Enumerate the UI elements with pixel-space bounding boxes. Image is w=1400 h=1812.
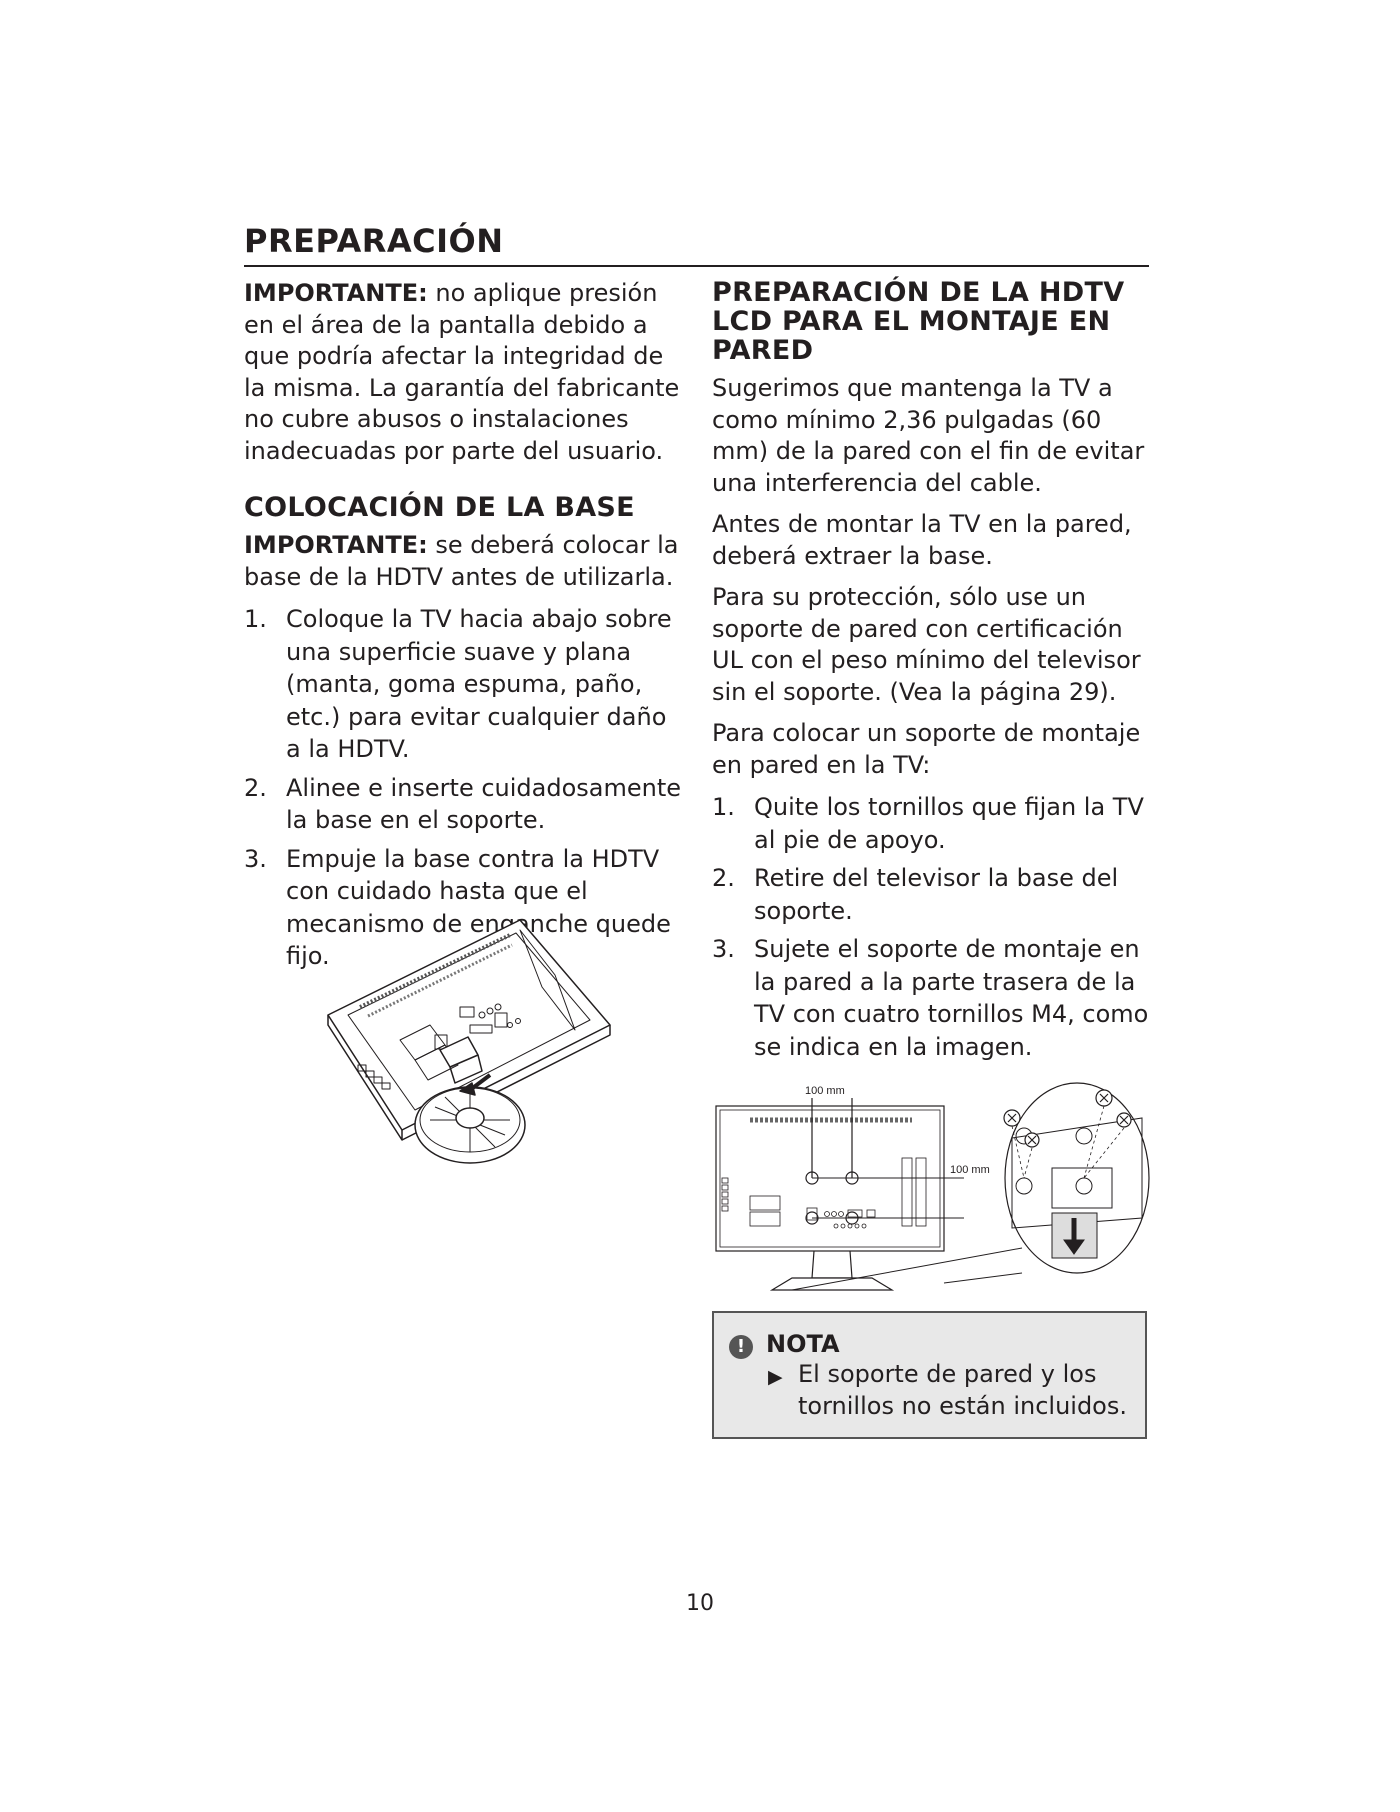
mount-intro-paragraph: Para colocar un soporte de montaje en pared en la TV: xyxy=(712,719,1141,779)
step-text: Alinee e inserte cuidadosamente la base en el soporte. xyxy=(286,773,682,834)
step-number: 3. xyxy=(712,935,735,963)
step-text: Sujete el soporte de montaje en la pared a la parte trasera de la TV con cuatro tornillos M4, como se indica en la imagen. xyxy=(754,935,1149,1061)
base-important-paragraph xyxy=(244,530,684,593)
note-text: El soporte de pared y los tornillos no están incluidos. xyxy=(798,1360,1127,1420)
note-box xyxy=(712,1311,1147,1439)
page-number: 10 xyxy=(686,1591,714,1616)
triangle-bullet-icon: ▶ xyxy=(768,1366,783,1388)
note-title: NOTA xyxy=(766,1330,840,1358)
exclamation-icon: ! xyxy=(729,1335,753,1359)
remove-base-paragraph: Antes de montar la TV en la pared, deberá extraer la base. xyxy=(712,510,1132,570)
step-number: 1. xyxy=(244,605,267,633)
stand-attachment-illustration xyxy=(320,915,620,1185)
step-number: 3. xyxy=(244,844,267,873)
wall-mount-steps-list xyxy=(712,791,1152,1063)
step-text: Empuje la base contra la HDTV con cuidado hasta que el mecanismo de enganche quede fijo. xyxy=(286,844,671,970)
title-rule xyxy=(244,265,1149,267)
section-heading-wall-mount: PREPARACIÓN DE LA HDTV LCD PARA EL MONTAJE EN PARED xyxy=(712,277,1125,366)
list-item xyxy=(244,772,684,837)
page-title: PREPARACIÓN xyxy=(244,222,504,260)
right-column xyxy=(712,278,1152,1063)
step-number: 1. xyxy=(712,793,735,821)
intro-text: no aplique presión en el área de la pantalla debido a que podría afectar la integridad de la misma. La garantía del fabricante no cubre abusos o instalaciones inadecuadas por parte del usuario. xyxy=(244,279,680,465)
ul-certification-paragraph: Para su protección, sólo use un soporte de pared con certificación UL con el peso mínimo del televisor sin el soporte. (Vea la página 29). xyxy=(712,583,1141,706)
step-number: 2. xyxy=(244,773,267,802)
step-text: Coloque la TV hacia abajo sobre una superficie suave y plana (manta, goma espuma, paño, etc.) para evitar cualquier daño a la HDTV. xyxy=(286,605,672,763)
list-item xyxy=(712,862,1152,927)
list-item xyxy=(244,603,684,766)
list-item xyxy=(712,933,1152,1063)
vertical-dimension-label: 100 mm xyxy=(950,1164,990,1176)
step-text: Quite los tornillos que fijan la TV al pie de apoyo. xyxy=(754,793,1144,854)
step-text: Retire del televisor la base del soporte. xyxy=(754,864,1119,925)
important-label: IMPORTANTE: xyxy=(244,531,428,559)
list-item xyxy=(712,791,1152,856)
section-heading-base: COLOCACIÓN DE LA BASE xyxy=(244,492,635,523)
important-label: IMPORTANTE: xyxy=(244,279,428,307)
step-number: 2. xyxy=(712,864,735,892)
wall-distance-paragraph: Sugerimos que mantenga la TV a como mínimo 2,36 pulgadas (60 mm) de la pared con el fin de evitar una interferencia del cable. xyxy=(712,374,1145,497)
horizontal-dimension-label: 100 mm xyxy=(805,1085,845,1097)
left-column xyxy=(244,278,684,973)
intro-paragraph xyxy=(244,278,684,467)
base-important-text: se deberá colocar la base de la HDTV antes de utilizarla. xyxy=(244,531,679,591)
wall-mount-illustration xyxy=(712,1078,1152,1303)
